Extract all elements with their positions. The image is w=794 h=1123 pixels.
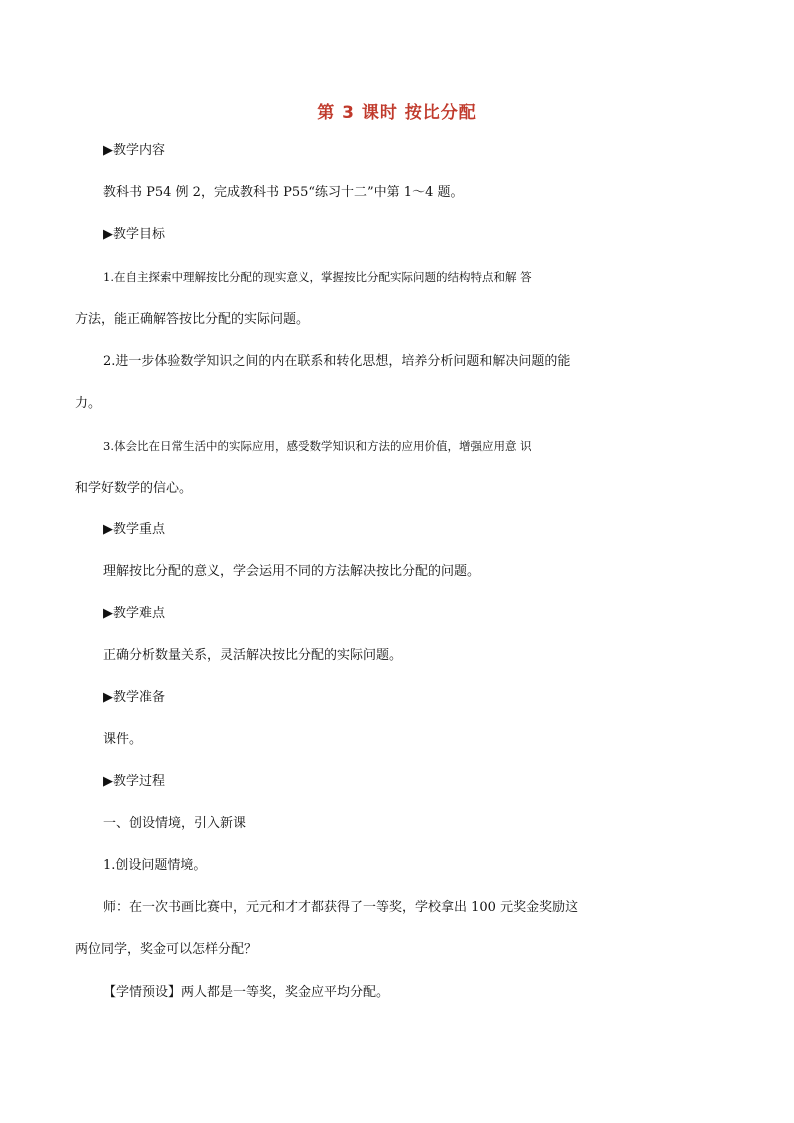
heading-preparation: ▶教学准备 [103, 690, 165, 705]
process-step-1: 一、创设情境，引入新课 [103, 816, 247, 831]
heading-difficulties: ▶教学难点 [103, 606, 165, 621]
heading-teaching-process: ▶教学过程 [103, 774, 165, 789]
page-title: 第 3 课时 按比分配 [317, 103, 477, 123]
heading-teaching-goals: ▶教学目标 [103, 227, 165, 242]
heading-key-points: ▶教学重点 [103, 522, 165, 537]
preparation-text: 课件。 [103, 732, 143, 747]
teaching-content-text: 教科书 P54 例 2，完成教科书 P55“练习十二”中第 1～4 题。 [103, 185, 464, 200]
key-points-text: 理解按比分配的意义，学会运用不同的方法解决按比分配的问题。 [103, 564, 481, 579]
goal-2-line-2: 力。 [75, 396, 102, 411]
difficulties-text: 正确分析数量关系，灵活解决按比分配的实际问题。 [103, 648, 403, 663]
teacher-line-2: 两位同学，奖金可以怎样分配？ [75, 942, 258, 957]
goal-1-line-2: 方法，能正确解答按比分配的实际问题。 [75, 312, 310, 327]
goal-3-line-1: 3.体会比在日常生活中的实际应用，感受数学知识和方法的应用价值，增强应用意 识 [103, 439, 532, 453]
teacher-line-1: 师：在一次书画比赛中，元元和才才都获得了一等奖，学校拿出 100 元奖金奖励这 [103, 900, 579, 915]
heading-teaching-content: ▶教学内容 [103, 143, 165, 158]
goal-2-line-1: 2.进一步体验数学知识之间的内在联系和转化思想，培养分析问题和解决问题的能 [103, 354, 571, 369]
process-step-1-sub: 1.创设问题情境。 [103, 858, 207, 873]
goal-3-line-2: 和学好数学的信心。 [75, 481, 193, 496]
learning-preset: 【学情预设】两人都是一等奖，奖金应平均分配。 [103, 985, 390, 1000]
goal-1-line-1: 1.在自主探索中理解按比分配的现实意义，掌握按比分配实际问题的结构特点和解 答 [103, 270, 532, 284]
